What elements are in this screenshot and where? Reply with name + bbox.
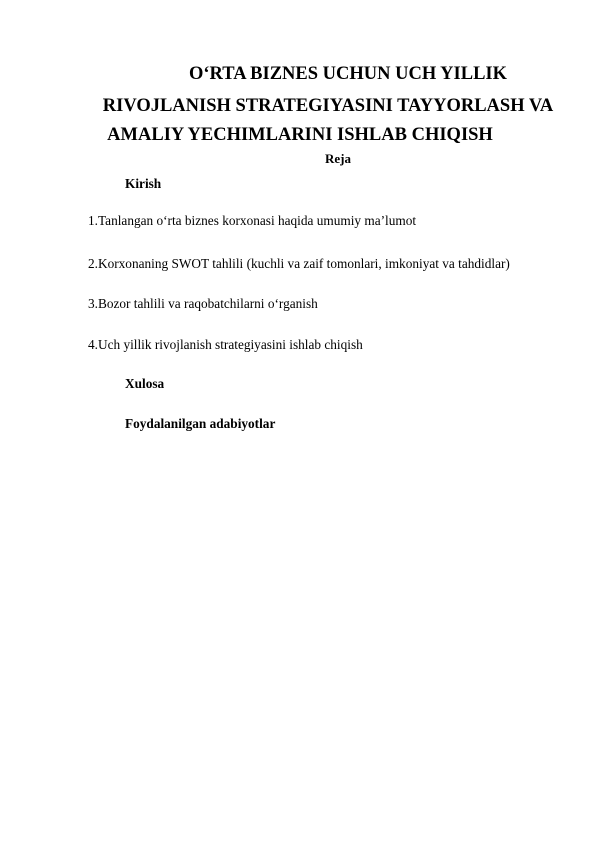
title-line-1: O‘RTA BIZNES UCHUN UCH YILLIK (188, 64, 507, 84)
toc-item-1: 1.Tanlangan o‘rta biznes korxonasi haqida umumiy ma’lumot (88, 213, 417, 228)
toc-item-4: 4.Uch yillik rivojlanish strategiyasini ishlab chiqish (88, 337, 363, 352)
toc-references: Foydalanilgan adabiyotlar (125, 416, 276, 431)
title-line-3: AMALIY YECHIMLARINI ISHLAB CHIQISH (107, 125, 493, 145)
toc-item-2: 2.Korxonaning SWOT tahlili (kuchli va zaif tomonlari, imkoniyat va tahdidlar) (88, 256, 510, 271)
plan-heading: Reja (325, 151, 351, 166)
title-line-2: RIVOJLANISH STRATEGIYASINI TAYYORLASH VA (102, 96, 554, 116)
toc-intro: Kirish (125, 176, 162, 191)
toc-conclusion: Xulosa (125, 376, 165, 391)
toc-item-3: 3.Bozor tahlili va raqobatchilarni o‘rganish (88, 296, 318, 311)
